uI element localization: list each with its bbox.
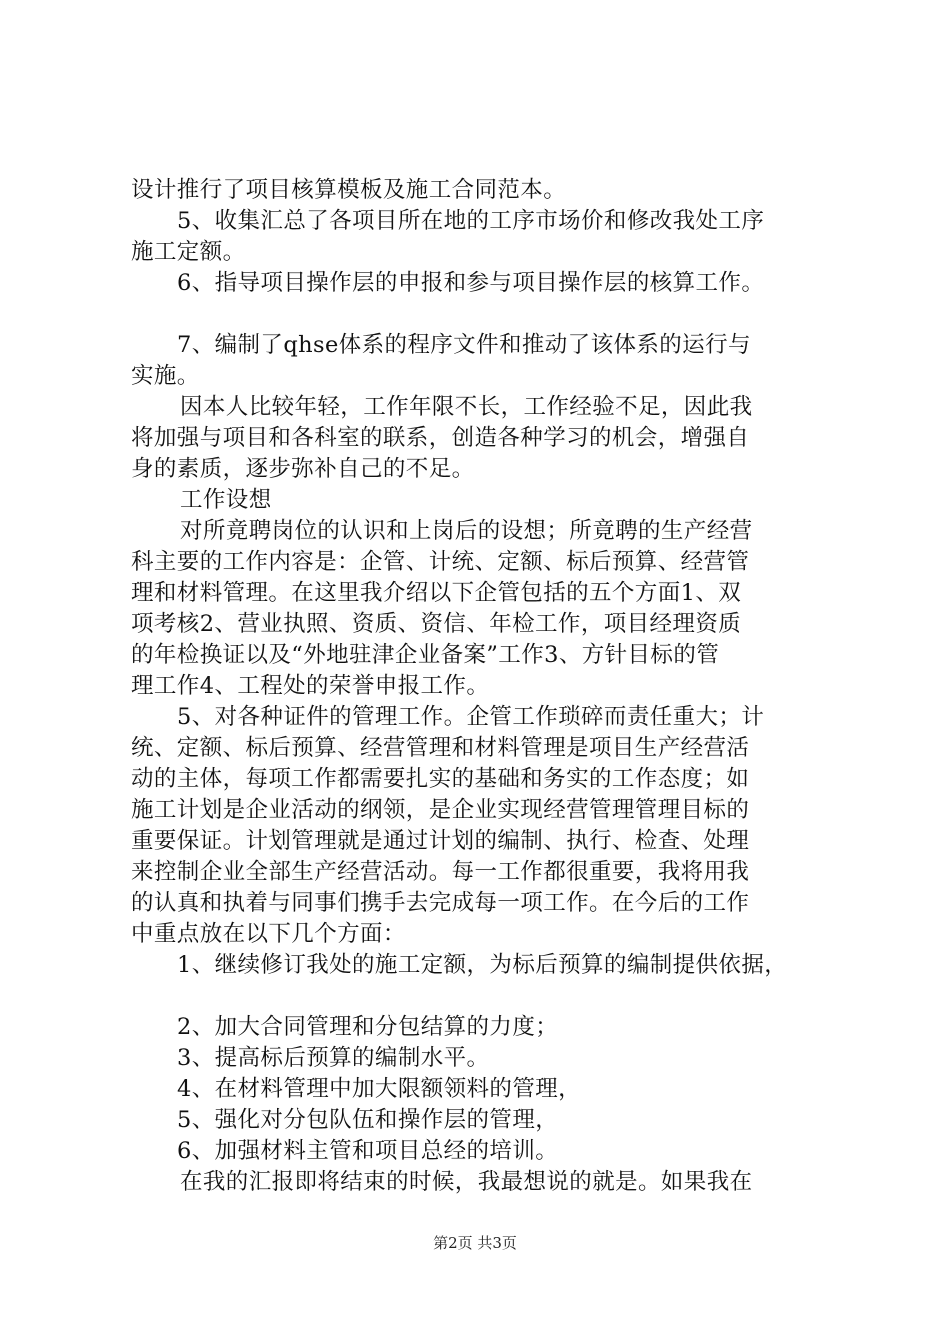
text-line: 项考核2、营业执照、资质、资信、年检工作，项目经理资质	[131, 611, 742, 637]
section-heading: 工作设想	[180, 487, 272, 513]
text-line: 设计推行了项目核算模板及施工合同范本。	[131, 177, 567, 203]
text-line: 将加强与项目和各科室的联系，创造各种学习的机会，增强自	[131, 425, 750, 451]
text-line: 动的主体，每项工作都需要扎实的基础和务实的工作态度；如	[131, 766, 750, 792]
text-line: 理和材料管理。在这里我介绍以下企管包括的五个方面1、双	[131, 580, 742, 606]
text-line: 施工定额。	[131, 239, 246, 265]
list-item: 3、提高标后预算的编制水平。	[177, 1045, 490, 1071]
text-line: 重要保证。计划管理就是通过计划的编制、执行、检查、处理	[131, 828, 750, 854]
text-line: 施工计划是企业活动的纲领，是企业实现经营管理管理目标的	[131, 797, 750, 823]
text-line: 的年检换证以及“外地驻津企业备案”工作3、方针目标的管	[131, 642, 720, 668]
text-line: 身的素质，逐步弥补自己的不足。	[131, 456, 475, 482]
text-line: 在我的汇报即将结束的时候，我最想说的就是。如果我在	[180, 1169, 753, 1195]
text-line: 实施。	[131, 363, 200, 389]
text-line: 的认真和执着与同事们携手去完成每一项工作。在今后的工作	[131, 890, 750, 916]
text-line: 5、收集汇总了各项目所在地的工序市场价和修改我处工序	[177, 208, 765, 234]
text-line: 中重点放在以下几个方面：	[131, 921, 406, 947]
text-line: 统、定额、标后预算、经营管理和材料管理是项目生产经营活	[131, 735, 750, 761]
text-line: 5、对各种证件的管理工作。企管工作琐碎而责任重大；计	[177, 704, 765, 730]
list-item: 2、加大合同管理和分包结算的力度；	[177, 1014, 559, 1040]
text-line: 7、编制了qhse体系的程序文件和推动了该体系的运行与	[177, 332, 751, 358]
list-item: 5、强化对分包队伍和操作层的管理，	[177, 1107, 559, 1133]
text-line: 科主要的工作内容是：企管、计统、定额、标后预算、经营管	[131, 549, 750, 575]
text-line: 理工作4、工程处的荣誉申报工作。	[131, 673, 490, 699]
list-item: 1、继续修订我处的施工定额，为标后预算的编制提供依据，	[177, 952, 788, 978]
list-item: 6、加强材料主管和项目总经的培训。	[177, 1138, 559, 1164]
text-line: 来控制企业全部生产经营活动。每一工作都很重要，我将用我	[131, 859, 750, 885]
text-line: 6、指导项目操作层的申报和参与项目操作层的核算工作。	[177, 270, 765, 296]
text-line: 对所竟聘岗位的认识和上岗后的设想；所竟聘的生产经营	[180, 518, 753, 544]
page-number-footer: 第2页 共3页	[433, 1234, 517, 1252]
text-line: 因本人比较年轻，工作年限不长，工作经验不足，因此我	[180, 394, 753, 420]
list-item: 4、在材料管理中加大限额领料的管理，	[177, 1076, 582, 1102]
